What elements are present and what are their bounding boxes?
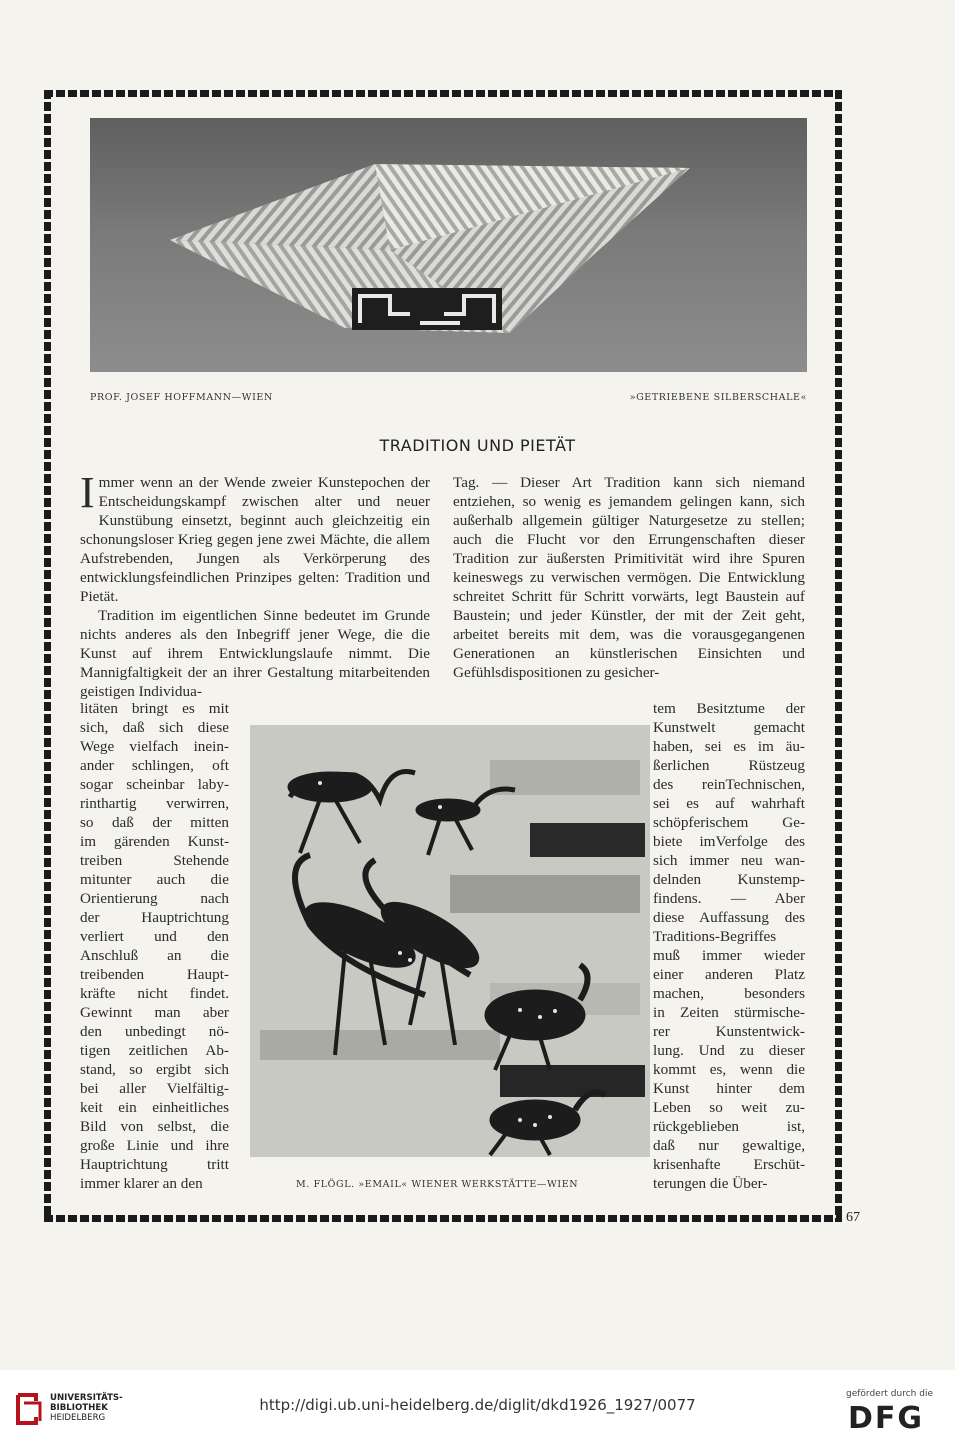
silver-bowl-photo <box>90 118 807 372</box>
text-line: stand, so ergibt sich <box>80 1061 229 1078</box>
text-line: rer Kunstentwick- <box>653 1023 805 1040</box>
permalink-url[interactable]: http://digi.ub.uni-heidelberg.de/diglit/dkd1926_1927/0077 <box>259 1396 696 1414</box>
text-line: delnden Kunstemp- <box>653 871 805 888</box>
text-line: treibenden Haupt- <box>80 966 229 983</box>
article-column-right-upper <box>453 473 805 682</box>
library-line-3: HEIDELBERG <box>50 1413 106 1423</box>
text-line: in Zeiten stürmische- <box>653 1004 805 1021</box>
text-line: Bild von selbst, die <box>80 1118 229 1135</box>
text-line: Kunstwelt gemacht <box>653 719 805 736</box>
text-line: sich, daß sich diese <box>80 719 229 736</box>
text-line: Orientierung nach <box>80 890 229 907</box>
text-line: sich immer neu wan- <box>653 852 805 869</box>
text-line: Anschluß an die <box>80 947 229 964</box>
text-line: machen, besonders <box>653 985 805 1002</box>
text-line: Wege vielfach inein- <box>80 738 229 755</box>
text-line: Gewinnt man aber <box>80 1004 229 1021</box>
text-line: den unbedingt nö- <box>80 1023 229 1040</box>
enamel-birds-artwork <box>250 725 650 1157</box>
paragraph-1 <box>80 468 430 606</box>
text-line: findens. — Aber <box>653 890 805 907</box>
text-line: im gärenden Kunst- <box>80 833 229 850</box>
inner-figure-caption: M. FLÖGL. »EMAIL« WIENER WERKSTÄTTE—WIEN <box>296 1179 579 1190</box>
text-line: kommt es, wenn die <box>653 1061 805 1078</box>
text-line: tem Besitztume der <box>653 700 805 717</box>
text-line: treiben Stehende <box>80 852 229 869</box>
paragraph-1-text: mmer wenn an der Wende zweier Kunstepochen der Entscheidungskampf zwischen alter und neuer Kunstübung einsetzt, beginnt auch gleichzeitig ein schonungsloser Krieg gegen jene zwei Mächte, die allem Aufstrebenden, Jungen als Verkörperung des entwicklungsfeindlichen Prinzipes gelten: Tradition und Pietät. <box>80 474 430 605</box>
library-line-2: BIBLIOTHEK <box>50 1403 108 1413</box>
article-column-right-lower <box>653 699 805 1193</box>
text-line: so daß der mitten <box>80 814 229 831</box>
text-line: rückgeblieben ist, <box>653 1118 805 1135</box>
silver-bowl-illustration <box>90 118 807 372</box>
text-line: der Hauptrichtung <box>80 909 229 926</box>
text-line: ander schlingen, oft <box>80 757 229 774</box>
text-line: krisenhafte Erschüt- <box>653 1156 805 1173</box>
text-line: terungen die Über- <box>653 1175 768 1192</box>
article-column-left-upper <box>80 468 430 701</box>
text-line: bei aller Vielfältig- <box>80 1080 229 1097</box>
article-title: TRADITION UND PIETÄT <box>379 436 576 455</box>
text-line: lung. Und zu dieser <box>653 1042 805 1059</box>
text-line: Hauptrichtung tritt <box>80 1156 229 1173</box>
text-line: tigen zeitlichen Ab- <box>80 1042 229 1059</box>
article-column-left-lower <box>80 699 229 1193</box>
text-line: ßerlichen Rüstzeug <box>653 757 805 774</box>
frame-right-border <box>835 90 842 1222</box>
text-line: daß nur gewaltige, <box>653 1137 805 1154</box>
text-line: haben, sei es im äu- <box>653 738 805 755</box>
text-line: rinthartig verwirren, <box>80 795 229 812</box>
text-line: sogar scheinbar laby- <box>80 776 229 793</box>
text-line: einer anderen Platz <box>653 966 805 983</box>
frame-left-border <box>44 90 51 1222</box>
text-line: sei es auf wahrhaft <box>653 795 805 812</box>
page-number: 67 <box>846 1210 860 1225</box>
text-line: Kunst hinter dem <box>653 1080 805 1097</box>
text-line: verliert und den <box>80 928 229 945</box>
top-figure-caption-right: »GETRIEBENE SILBERSCHALE« <box>629 392 807 403</box>
text-line: biete imVerfolge des <box>653 833 805 850</box>
funding-note: gefördert durch die <box>846 1389 933 1399</box>
text-line: schöpferischem Ge- <box>653 814 805 831</box>
text-line: muß immer wieder <box>653 947 805 964</box>
library-line-1: UNIVERSITÄTS- <box>50 1393 123 1403</box>
text-line: große Linie und ihre <box>80 1137 229 1154</box>
drop-cap: I <box>80 468 95 517</box>
text-line: Traditions-Begriffes <box>653 928 777 945</box>
text-line: des reinTechnischen, <box>653 776 805 793</box>
text-line: immer klarer an den <box>80 1175 203 1192</box>
dfg-logo: DFG <box>848 1401 925 1436</box>
text-line: litäten bringt es mit <box>80 700 229 717</box>
text-line: keit ein einheitliches <box>80 1099 229 1116</box>
text-line: kräfte nicht findet. <box>80 985 229 1002</box>
text-line: mitunter auch die <box>80 871 229 888</box>
text-line: Leben so weit zu- <box>653 1099 805 1116</box>
frame-top-border <box>44 90 842 97</box>
frame-bottom-border <box>44 1215 842 1222</box>
paragraph-2: Tradition im eigentlichen Sinne bedeutet im Grunde nichts anderes als den Inbegriff jener Wege, die die Kunst auf ihrem Entwicklungslaufe nimmt. Die Mannigfaltigkeit der an ihrer Gestaltung mitarbeitenden geistigen Individua- <box>80 607 430 700</box>
text-line: diese Auffassung des <box>653 909 805 926</box>
paragraph-3: Tag. — Dieser Art Tradition kann sich niemand entziehen, so wenig es jemandem gelingen kann, sich außerhalb allgemein gültiger Naturgesetze zu stellen; auch die Flucht vor den Errungenschaften dieser Tradition zur äußersten Primitivität wird ihre Spuren keineswegs zu verwischen vermögen. Die Entwicklung schreitet Schritt für Schritt vorwärts, legt Baustein auf Baustein; und jeder Künstler, der mit der Zeit geht, arbeitet bereits mit dem, was die vorausgegangenen Generationen an künstlerischen Einsichten und Gefühlsdispositionen zu gesicher- <box>453 474 805 681</box>
top-figure-caption-left: PROF. JOSEF HOFFMANN—WIEN <box>90 392 273 403</box>
birds-illustration <box>250 725 650 1157</box>
